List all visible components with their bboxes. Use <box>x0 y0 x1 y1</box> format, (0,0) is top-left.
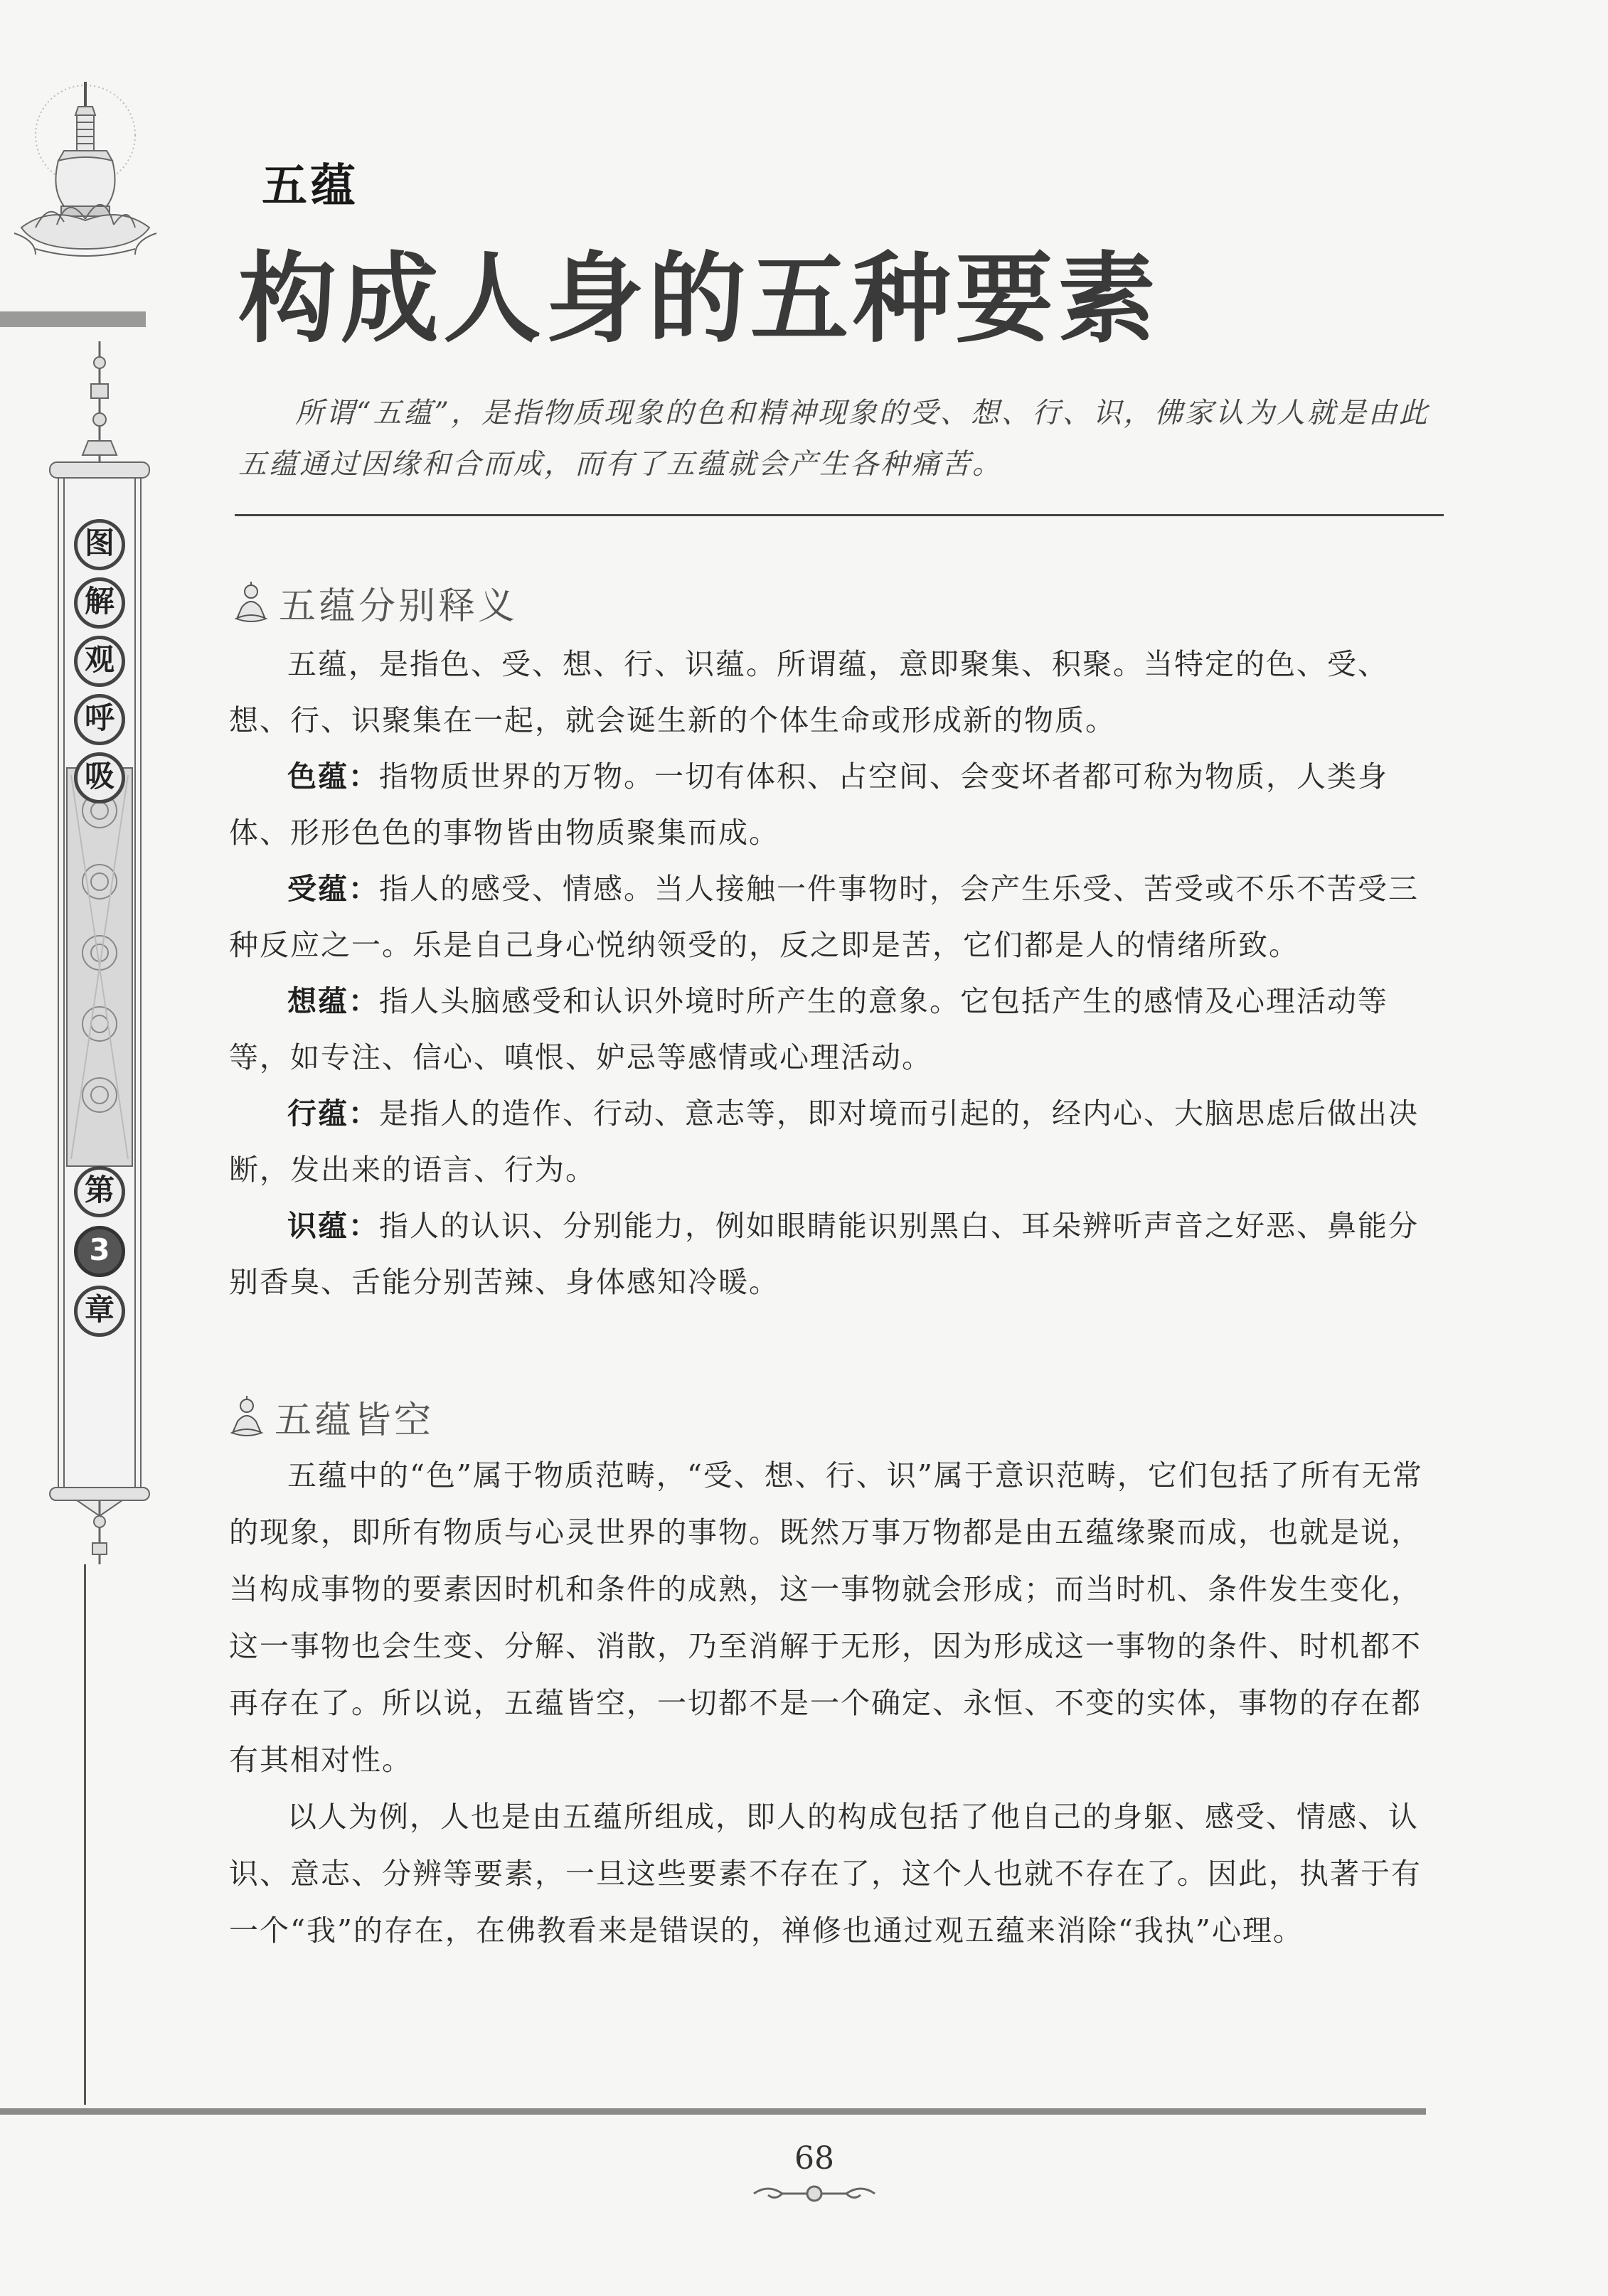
meditating-buddha-icon <box>233 582 269 624</box>
chapter-label <box>68 1166 131 1345</box>
intro-divider <box>235 514 1444 516</box>
paragraph <box>229 973 1445 1086</box>
paragraph-text: 指人的认识、分别能力，例如眼睛能识别黑白、耳朵辨听声音之好恶、鼻能分别香臭、舌能分别苦辣、身体感知冷暖。 <box>229 1209 1419 1299</box>
paragraph <box>229 636 1445 749</box>
paragraph <box>229 1447 1431 1788</box>
term-label: 想蕴： <box>287 984 379 1018</box>
intro-text: 所谓“五蕴”，是指物质现象的色和精神现象的受、想、行、识，佛家认为人就是由此五蕴通过因缘和合而成，而有了五蕴就会产生各种痛苦。 <box>238 397 1429 481</box>
top-rule <box>0 311 146 327</box>
book-title-char: 图 <box>74 519 125 570</box>
paragraph <box>229 1086 1445 1198</box>
term-label: 受蕴： <box>287 872 379 906</box>
page-number: 68 <box>794 2140 834 2177</box>
bottom-rule <box>0 2108 1426 2115</box>
book-title-char: 吸 <box>74 752 125 803</box>
chapter-char: 章 <box>74 1286 125 1337</box>
paragraph-text: 五蕴中的“色”属于物质范畴，“受、想、行、识”属于意识范畴，它们包括了所有无常的现象，即所有物质与心灵世界的事物。既然万事万物都是由五蕴缘聚而成，也就是说，当构成事物的要素因时机和条件的成熟，这一事物就会形成；而当时机、条件发生变化，这一事物也会生变、分解、消散，乃至消解于无形，因为形成这一事物的条件、时机都不再存在了。所以说，五蕴皆空，一切都不是一个确定、永恒、不变的实体，事物的存在都有其相对性。 <box>229 1458 1423 1777</box>
term-label: 识蕴： <box>287 1209 379 1243</box>
stupa-icon <box>7 78 164 292</box>
book-title-char: 解 <box>74 577 125 629</box>
book-title-char: 呼 <box>74 694 125 745</box>
paragraph-text: 是指人的造作、行动、意志等，即对境而引起的，经内心、大脑思虑后做出决断，发出来的语言、行为。 <box>229 1096 1419 1187</box>
intro-paragraph <box>238 388 1447 490</box>
paragraph <box>229 1198 1445 1310</box>
paragraph-text: 指人的感受、情感。当人接触一件事物时，会产生乐受、苦受或不乐不苦受三种反应之一。乐是自己身心悦纳领受的，反之即是苦，它们都是人的情绪所致。 <box>229 872 1419 962</box>
paragraph <box>229 861 1445 973</box>
term-label: 色蕴： <box>287 759 379 794</box>
term-label: 行蕴： <box>287 1096 379 1131</box>
cloud-ornament-icon <box>747 2179 882 2208</box>
section-body <box>229 1447 1431 1959</box>
book-title-char: 观 <box>74 636 125 687</box>
paragraph-text: 五蕴，是指色、受、想、行、识蕴。所谓蕴，意即聚集、积聚。当特定的色、受、想、行、识聚集在一起，就会诞生新的个体生命或形成新的物质。 <box>229 647 1388 737</box>
paragraph <box>229 749 1445 861</box>
section-heading <box>233 576 518 629</box>
meditating-buddha-icon <box>229 1396 265 1438</box>
section-body <box>229 636 1445 1310</box>
paragraph-text: 指人头脑感受和认识外境时所产生的意象。它包括产生的感情及心理活动等等，如专注、信心、嗔恨、妒忌等感情或心理活动。 <box>229 984 1388 1074</box>
paragraph <box>229 1788 1431 1959</box>
section-heading-text: 五蕴分别释义 <box>279 585 518 628</box>
paragraph-text: 指物质世界的万物。一切有体积、占空间、会变坏者都可称为物质，人类身体、形形色色的事物皆由物质聚集而成。 <box>229 759 1388 850</box>
chapter-number: 3 <box>74 1226 125 1277</box>
paragraph-text: 以人为例，人也是由五蕴所组成，即人的构成包括了他自己的身躯、感受、情感、认识、意志、分辨等要素，一旦这些要素不存在了，这个人也就不存在了。因此，执著于有一个“我”的存在，在佛教看来是错误的，禅修也通过观五蕴来消除“我执”心理。 <box>229 1800 1422 1948</box>
chapter-char: 第 <box>74 1166 125 1217</box>
book-title-vertical <box>68 519 131 811</box>
section-supertitle: 五蕴 <box>262 160 358 213</box>
page-title: 构成人身的五种要素 <box>238 240 1161 356</box>
section-heading-text: 五蕴皆空 <box>275 1399 435 1442</box>
left-rule <box>84 1564 86 2105</box>
section-heading <box>229 1390 434 1443</box>
